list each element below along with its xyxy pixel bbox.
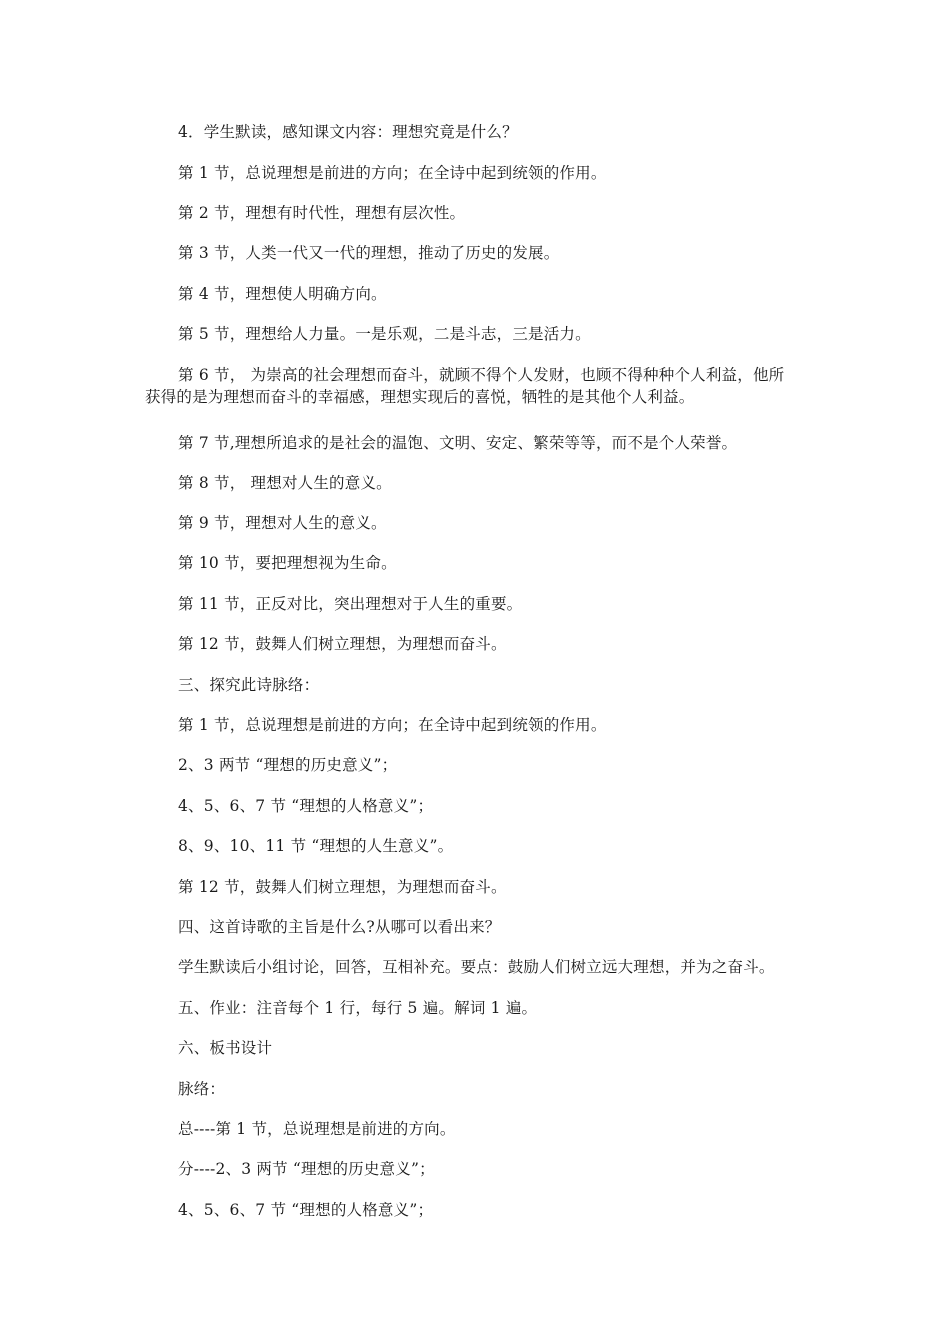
paragraph-26: 分----2、3 两节 “理想的历史意义”；: [178, 1160, 435, 1178]
paragraph-1: 4．学生默读，感知课文内容：理想究竟是什么？: [178, 123, 518, 141]
paragraph-18: 8、9、10、11 节 “理想的人生意义”。: [178, 837, 454, 855]
paragraph-2: 第 1 节，总说理想是前进的方向；在全诗中起到统领的作用。: [178, 164, 607, 182]
paragraph-3: 第 2 节，理想有时代性，理想有层次性。: [178, 204, 466, 222]
paragraph-7: 第 6 节， 为崇高的社会理想而奋斗，就顾不得个人发财，也顾不得种种个人利益，他所获得的是为理想而奋斗的幸福感，理想实现后的喜悦，牺牲的是其他个人利益。: [145, 366, 785, 406]
paragraph-13: 第 12 节，鼓舞人们树立理想，为理想而奋斗。: [178, 635, 507, 653]
paragraph-25: 总----第 1 节，总说理想是前进的方向。: [178, 1120, 456, 1138]
paragraph-12: 第 11 节，正反对比，突出理想对于人生的重要。: [178, 595, 523, 613]
paragraph-6: 第 5 节，理想给人力量。一是乐观，二是斗志，三是活力。: [178, 325, 591, 343]
paragraph-10: 第 9 节，理想对人生的意义。: [178, 514, 387, 532]
paragraph-9: 第 8 节， 理想对人生的意义。: [178, 474, 392, 492]
paragraph-5: 第 4 节，理想使人明确方向。: [178, 285, 387, 303]
paragraph-4: 第 3 节，人类一代又一代的理想，推动了历史的发展。: [178, 244, 560, 262]
paragraph-27: 4、5、6、7 节 “理想的人格意义”；: [178, 1201, 434, 1219]
section-heading-5: 五、作业：注音每个 1 行，每行 5 遍。解词 1 遍。: [178, 999, 538, 1017]
paragraph-15: 第 1 节，总说理想是前进的方向；在全诗中起到统领的作用。: [178, 716, 607, 734]
section-heading-6: 六、板书设计: [178, 1039, 273, 1057]
section-heading-4: 四、这首诗歌的主旨是什么?从哪可以看出来？: [178, 918, 501, 936]
paragraph-17: 4、5、6、7 节 “理想的人格意义”；: [178, 797, 434, 815]
paragraph-11: 第 10 节，要把理想视为生命。: [178, 554, 397, 572]
paragraph-19: 第 12 节，鼓舞人们树立理想，为理想而奋斗。: [178, 878, 507, 896]
paragraph-21: 学生默读后小组讨论，回答，互相补充。要点：鼓励人们树立远大理想，并为之奋斗。: [178, 958, 775, 976]
paragraph-16: 2、3 两节 “理想的历史意义”；: [178, 756, 398, 774]
section-heading-3: 三、探究此诗脉络：: [178, 676, 320, 694]
paragraph-24: 脉络：: [178, 1080, 226, 1098]
paragraph-8: 第 7 节,理想所追求的是社会的温饱、文明、安定、繁荣等等，而不是个人荣誉。: [178, 434, 738, 452]
